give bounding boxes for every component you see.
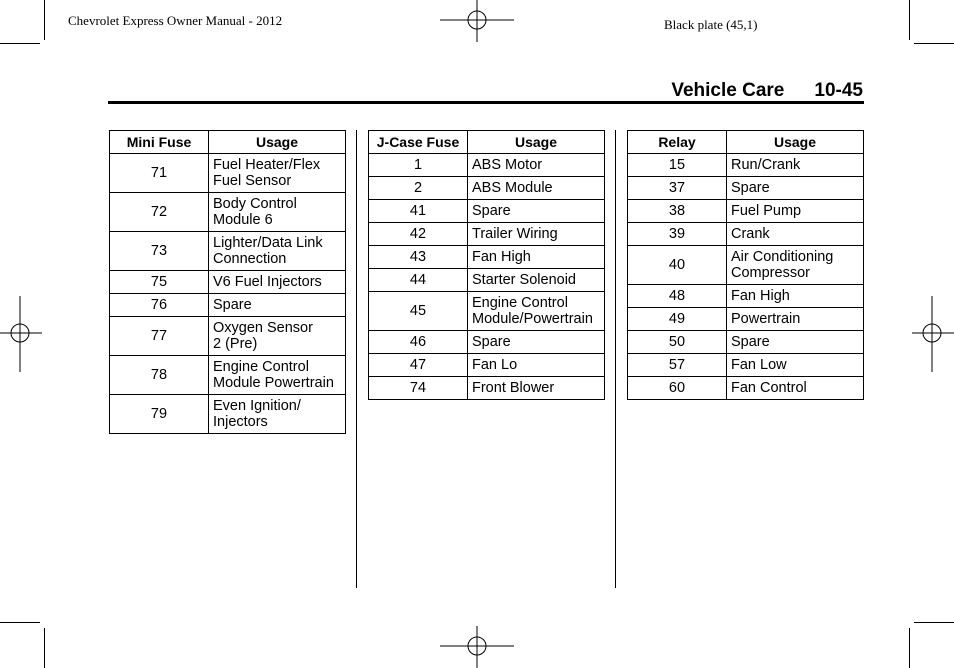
usage-cell	[727, 354, 864, 377]
usage-cell	[727, 308, 864, 331]
table-row	[628, 177, 864, 200]
table-row	[628, 154, 864, 177]
table-row	[110, 232, 346, 271]
usage-line: Powertrain	[731, 311, 801, 327]
usage-cell	[209, 395, 346, 434]
usage-line: 2 (Pre)	[213, 336, 258, 352]
table-row	[628, 377, 864, 400]
table-row	[628, 285, 864, 308]
fuse-number: 2	[369, 177, 468, 200]
fuse-number: 40	[628, 246, 727, 285]
usage-cell	[209, 232, 346, 271]
fuse-number: 46	[369, 331, 468, 354]
column-header-id: J-Case Fuse	[369, 131, 468, 154]
mini-fuse-table	[109, 130, 346, 434]
table-row	[110, 395, 346, 434]
relay-table	[627, 130, 864, 400]
table-row	[369, 200, 605, 223]
plate-label: Black plate (45,1)	[664, 17, 758, 32]
usage-cell	[468, 331, 605, 354]
usage-cell	[727, 154, 864, 177]
fuse-number: 74	[369, 377, 468, 400]
section-title: Vehicle Care	[671, 80, 785, 101]
fuse-number: 50	[628, 331, 727, 354]
column-header-usage: Usage	[727, 131, 864, 154]
usage-line: Spare	[731, 334, 770, 350]
usage-cell	[727, 177, 864, 200]
usage-line: ABS Module	[472, 180, 553, 196]
column-header-id: Mini Fuse	[110, 131, 209, 154]
usage-line: Lighter/Data Link	[213, 235, 323, 251]
fuse-number: 48	[628, 285, 727, 308]
fuse-number: 45	[369, 292, 468, 331]
manual-title: Chevrolet Express Owner Manual - 2012	[68, 13, 283, 28]
table-header-row	[110, 131, 346, 154]
usage-line: Injectors	[213, 414, 268, 430]
fuse-number: 41	[369, 200, 468, 223]
usage-line: V6 Fuel Injectors	[213, 274, 322, 290]
usage-line: Module Powertrain	[213, 375, 334, 391]
usage-line: Module/Powertrain	[472, 311, 593, 327]
table-row	[110, 154, 346, 193]
table-row	[110, 193, 346, 232]
registration-mark-bottom	[440, 626, 516, 668]
table-row	[628, 200, 864, 223]
usage-line: Spare	[213, 297, 252, 313]
table-row	[369, 354, 605, 377]
table-header-row	[369, 131, 605, 154]
j-case-fuse-table	[368, 130, 605, 400]
usage-cell	[727, 331, 864, 354]
usage-line: ABS Motor	[472, 157, 543, 173]
table-row	[369, 246, 605, 269]
usage-cell	[209, 356, 346, 395]
usage-cell	[468, 246, 605, 269]
usage-line: Even Ignition/	[213, 398, 301, 414]
usage-line: Fuel Heater/Flex	[213, 157, 321, 173]
table-row	[110, 271, 346, 294]
fuse-number: 75	[110, 271, 209, 294]
fuse-number: 72	[110, 193, 209, 232]
column-header-id: Relay	[628, 131, 727, 154]
table-row	[369, 331, 605, 354]
usage-line: Body Control	[213, 196, 297, 212]
table-header-row	[628, 131, 864, 154]
usage-line: Compressor	[731, 265, 810, 281]
usage-cell	[727, 377, 864, 400]
table-row	[369, 269, 605, 292]
column-header-usage: Usage	[209, 131, 346, 154]
fuse-number: 77	[110, 317, 209, 356]
usage-cell	[727, 223, 864, 246]
column-header-usage: Usage	[468, 131, 605, 154]
usage-cell	[209, 271, 346, 294]
fuse-number: 39	[628, 223, 727, 246]
table-row	[110, 294, 346, 317]
registration-mark-right	[912, 296, 954, 372]
usage-line: Engine Control	[213, 359, 309, 375]
fuse-number: 44	[369, 269, 468, 292]
usage-cell	[468, 154, 605, 177]
usage-cell	[468, 177, 605, 200]
usage-line: Fan Lo	[472, 357, 518, 373]
usage-line: Fuel Sensor	[213, 173, 292, 189]
fuse-number: 71	[110, 154, 209, 193]
table-row	[628, 246, 864, 285]
fuse-number: 38	[628, 200, 727, 223]
fuse-number: 47	[369, 354, 468, 377]
usage-line: Module 6	[213, 212, 273, 228]
usage-line: Spare	[731, 180, 770, 196]
page-number: 10-45	[814, 80, 863, 101]
fuse-number: 78	[110, 356, 209, 395]
section-header	[671, 80, 863, 102]
table-row	[628, 331, 864, 354]
usage-cell	[468, 377, 605, 400]
table-row	[628, 223, 864, 246]
fuse-number: 79	[110, 395, 209, 434]
usage-line: Run/Crank	[731, 157, 801, 173]
table-row	[369, 377, 605, 400]
usage-cell	[727, 285, 864, 308]
usage-cell	[727, 200, 864, 223]
usage-cell	[209, 154, 346, 193]
table-row	[628, 354, 864, 377]
fuse-number: 43	[369, 246, 468, 269]
usage-line: Fan Low	[731, 357, 787, 373]
usage-line: Fuel Pump	[731, 203, 802, 219]
usage-cell	[468, 292, 605, 331]
fuse-number: 76	[110, 294, 209, 317]
usage-line: Trailer Wiring	[472, 226, 558, 242]
column-divider	[356, 130, 357, 588]
header-rule	[108, 101, 864, 104]
usage-line: Fan Control	[731, 380, 807, 396]
usage-line: Engine Control	[472, 295, 568, 311]
usage-cell	[468, 354, 605, 377]
fuse-number: 49	[628, 308, 727, 331]
column-divider	[615, 130, 616, 588]
usage-cell	[209, 294, 346, 317]
usage-line: Oxygen Sensor	[213, 320, 313, 336]
table-row	[369, 292, 605, 331]
usage-line: Crank	[731, 226, 770, 242]
usage-cell	[727, 246, 864, 285]
registration-mark-top	[440, 0, 516, 42]
fuse-number: 1	[369, 154, 468, 177]
fuse-number: 15	[628, 154, 727, 177]
usage-cell	[468, 200, 605, 223]
usage-cell	[209, 317, 346, 356]
fuse-number: 42	[369, 223, 468, 246]
table-row	[369, 154, 605, 177]
table-row	[110, 317, 346, 356]
table-row	[110, 356, 346, 395]
usage-cell	[468, 223, 605, 246]
usage-line: Fan High	[472, 249, 531, 265]
fuse-number: 60	[628, 377, 727, 400]
usage-line: Air Conditioning	[731, 249, 834, 265]
usage-line: Connection	[213, 251, 287, 267]
fuse-number: 73	[110, 232, 209, 271]
table-row	[369, 223, 605, 246]
fuse-number: 57	[628, 354, 727, 377]
table-row	[369, 177, 605, 200]
usage-line: Fan High	[731, 288, 790, 304]
usage-line: Front Blower	[472, 380, 555, 396]
usage-cell	[209, 193, 346, 232]
usage-line: Spare	[472, 203, 511, 219]
registration-mark-left	[0, 296, 42, 372]
usage-cell	[468, 269, 605, 292]
fuse-number: 37	[628, 177, 727, 200]
usage-line: Spare	[472, 334, 511, 350]
usage-line: Starter Solenoid	[472, 272, 576, 288]
table-row	[628, 308, 864, 331]
